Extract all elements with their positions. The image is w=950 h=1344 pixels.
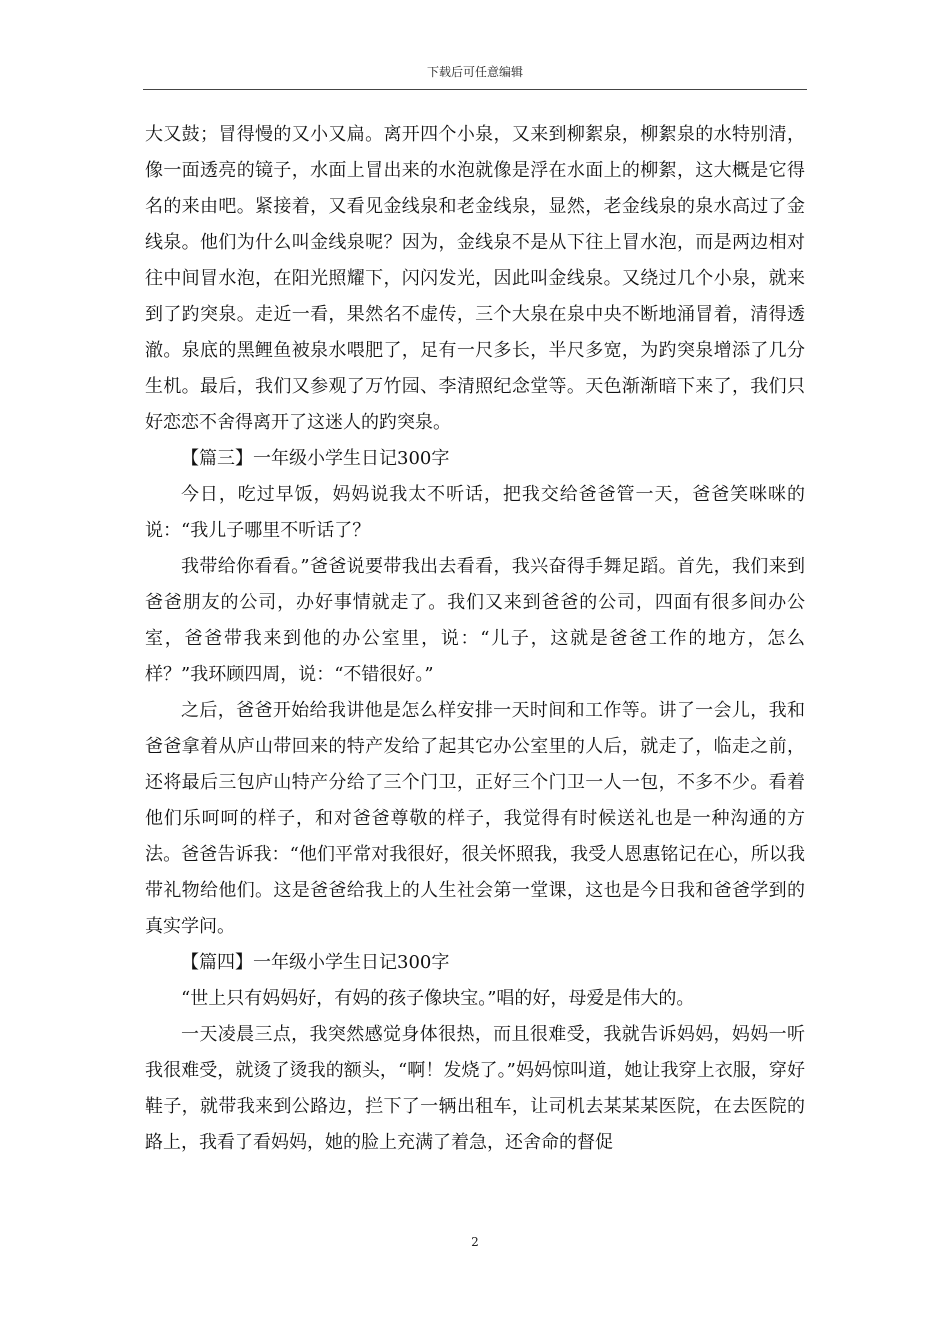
section-heading-4: 【篇四】一年级小学生日记300字 <box>181 952 450 973</box>
page-header: 下载后可任意编辑 <box>426 65 523 79</box>
paragraph-3: 今日，吃过早饭，妈妈说我太不听话，把我交给爸爸管一天，爸爸笑咪咪的说：“我儿子哪里不听话了？ <box>145 484 805 541</box>
paragraph-4: 我带给你看看。”爸爸说要带我出去看看，我兴奋得手舞足蹈。首先，我们来到爸爸朋友的公司，办好事情就走了。我们又来到爸爸的公司，四面有很多间办公室，爸爸带我来到他的办公室里，说：“儿子，这就是爸爸工作的地方，怎么样？”我环顾四周，说：“不错很好。” <box>145 556 805 685</box>
page-number: 2 <box>471 1235 479 1249</box>
paragraph-8: 一天凌晨三点，我突然感觉身体很热，而且很难受，我就告诉妈妈，妈妈一听我很难受，就烫了烫我的额头，“啊！发烧了。”妈妈惊叫道，她让我穿上衣服，穿好鞋子，就带我来到公路边，拦下了一辆出租车，让司机去某某某医院，在去医院的路上，我看了看妈妈，她的脸上充满了着急，还舍命的督促 <box>145 1024 805 1153</box>
section-heading-3: 【篇三】一年级小学生日记300字 <box>181 448 450 469</box>
document-body <box>145 117 805 1161</box>
paragraph-1: 大又鼓；冒得慢的又小又扁。离开四个小泉，又来到柳絮泉，柳絮泉的水特别清，像一面透亮的镜子，水面上冒出来的水泡就像是浮在水面上的柳絮，这大概是它得名的来由吧。紧接着，又看见金线泉和老金线泉，显然，老金线泉的泉水高过了金线泉。他们为什么叫金线泉呢？因为，金线泉不是从下往上冒水泡，而是两边相对往中间冒水泡，在阳光照耀下，闪闪发光，因此叫金线泉。又绕过几个小泉，就来到了趵突泉。走近一看，果然名不虚传，三个大泉在泉中央不断地涌冒着，清得透澈。泉底的黑鲤鱼被泉水喂肥了，足有一尺多长，半尺多宽，为趵突泉增添了几分生机。最后，我们又参观了万竹园、李清照纪念堂等。天色渐渐暗下来了，我们只好恋恋不舍得离开了这迷人的趵突泉。 <box>145 124 805 433</box>
paragraph-5: 之后，爸爸开始给我讲他是怎么样安排一天时间和工作等。讲了一会儿，我和爸爸拿着从庐山带回来的特产发给了起其它办公室里的人后，就走了，临走之前，还将最后三包庐山特产分给了三个门卫，正好三个门卫一人一包，不多不少。看着他们乐呵呵的样子，和对爸爸尊敬的样子，我觉得有时候送礼也是一种沟通的方法。爸爸告诉我：“他们平常对我很好，很关怀照我，我受人恩惠铭记在心，所以我带礼物给他们。这是爸爸给我上的人生社会第一堂课，这也是今日我和爸爸学到的真实学问。 <box>145 700 805 937</box>
paragraph-7: “世上只有妈妈好，有妈的孩子像块宝。”唱的好，母爱是伟大的。 <box>181 988 695 1009</box>
header-rule <box>143 89 807 90</box>
